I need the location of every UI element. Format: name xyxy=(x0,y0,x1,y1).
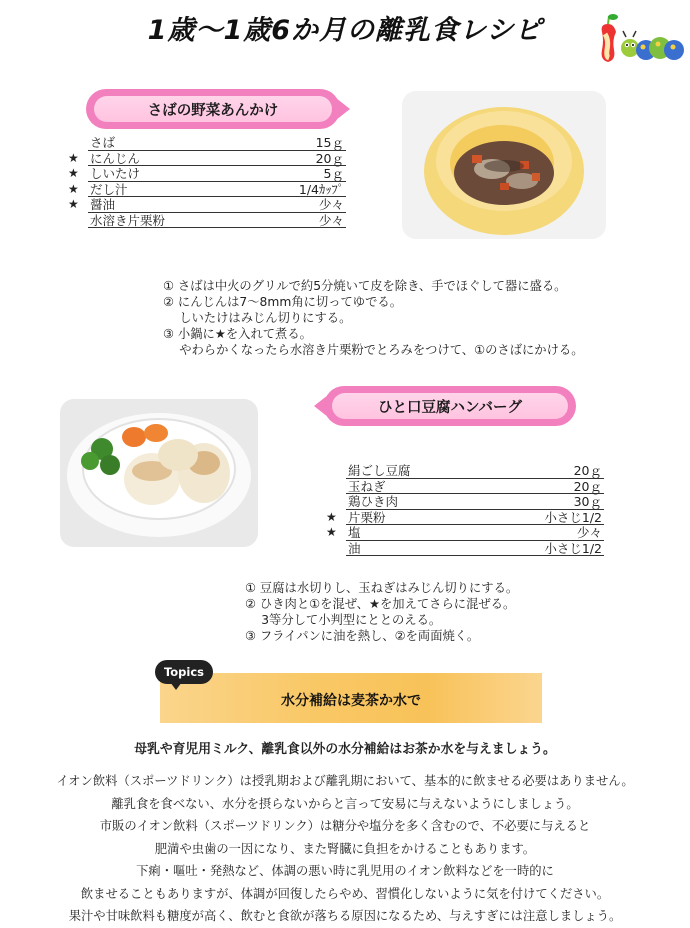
ingredient-row xyxy=(346,479,604,495)
recipe1-steps xyxy=(163,278,584,358)
tofu-hamburg-plate-photo xyxy=(60,399,258,547)
ingredient-amount: 小さじ1/2 xyxy=(544,509,602,525)
step-line: やわらかくなったら水溶き片栗粉でとろみをつけて、①のさばにかける。 xyxy=(163,343,584,357)
step-line: しいたけはみじん切りにする。 xyxy=(163,311,352,325)
ingredient-row xyxy=(88,213,346,229)
topics-badge: Topics xyxy=(155,660,213,684)
apple-and-caterpillar-icon xyxy=(598,10,686,68)
ingredient-amount: 20ｇ xyxy=(573,463,602,478)
star-marker: ★ xyxy=(326,509,337,524)
saba-ankake-dish-photo xyxy=(402,91,606,239)
ingredient-amount: 小さじ1/2 xyxy=(544,540,602,556)
topics-paragraph: 下痢・嘔吐・発熱など、体調の悪い時に乳児用のイオン飲料などを一時的に xyxy=(136,864,554,878)
topics-paragraph: 果汁や甘味飲料も糖度が高く、飲むと食欲が落ちる原因になるため、与えすぎには注意しましょう。 xyxy=(68,909,622,923)
ingredient-name: 玉ねぎ xyxy=(348,478,386,494)
ingredient-name: しいたけ xyxy=(90,166,141,181)
ingredient-row xyxy=(68,166,346,182)
ingredient-name: さば xyxy=(90,135,116,150)
ingredient-amount: 1/4ｶｯﾌﾟ xyxy=(298,181,344,197)
ingredient-amount: 少々 xyxy=(318,197,344,212)
topics-paragraph: 肥満や虫歯の一因になり、また腎臓に負担をかけることもあります。 xyxy=(154,841,536,856)
recipe1-title: さばの野菜あんかけ xyxy=(147,102,279,119)
topics-paragraph: 離乳食を食べない、水分を摂らないからと言って安易に与えないようにしましょう。 xyxy=(111,796,579,811)
recipe2-ingredient-list xyxy=(326,463,604,556)
recipe2-title-tag xyxy=(326,388,574,424)
recipe2-title: ひと口豆腐ハンバーグ xyxy=(378,399,522,416)
step-line: ① 豆腐は水切りし、玉ねぎはみじん切りにする。 xyxy=(245,581,519,595)
topics-lead: 母乳や育児用ミルク、離乳食以外の水分補給はお茶か水を与えましょう。 xyxy=(134,742,556,757)
ingredient-name: にんじん xyxy=(90,150,141,166)
star-marker: ★ xyxy=(68,150,79,165)
ingredient-name: だし汁 xyxy=(90,181,128,197)
ingredient-name: 水溶き片栗粉 xyxy=(90,212,166,228)
ingredient-row xyxy=(346,463,604,479)
ingredient-amount: 30ｇ xyxy=(573,494,602,509)
star-marker: ★ xyxy=(326,525,337,539)
recipe1-ingredient-list xyxy=(68,135,346,228)
star-marker: ★ xyxy=(68,197,79,211)
ingredient-name: 片栗粉 xyxy=(348,509,386,525)
step-line: ② にんじんは7～8mm角に切ってゆでる。 xyxy=(163,295,402,309)
ingredient-name: 鶏ひき肉 xyxy=(348,494,399,509)
step-line: ③ 小鍋に★を入れて煮る。 xyxy=(163,327,312,341)
topics-body xyxy=(0,770,690,928)
recipe1-title-tail xyxy=(336,98,350,120)
star-marker: ★ xyxy=(68,181,79,196)
topics-paragraph: 市販のイオン飲料（スポーツドリンク）は糖分や塩分を多く含むので、不必要に与えると xyxy=(99,819,591,833)
ingredient-row xyxy=(326,525,604,541)
step-line: ③ フライパンに油を熱し、②を両面焼く。 xyxy=(245,629,480,643)
step-line: ② ひき肉と①を混ぜ、★を加えてさらに混ぜる。 xyxy=(245,597,516,611)
ingredient-row xyxy=(88,135,346,151)
ingredient-amount: 少々 xyxy=(318,212,344,228)
topics-paragraph: イオン飲料（スポーツドリンク）は授乳期および離乳期において、基本的に飲ませる必要はありません。 xyxy=(56,774,634,788)
topics-paragraph: 飲ませることもありますが、体調が回復したらやめ、習慣化しないように気を付けてください。 xyxy=(80,886,610,901)
ingredient-row xyxy=(346,541,604,557)
ingredient-amount: 20ｇ xyxy=(573,478,602,494)
ingredient-row xyxy=(68,197,346,213)
step-line: ① さばは中火のグリルで約5分焼いて皮を除き、手でほぐして器に盛る。 xyxy=(163,279,567,293)
ingredient-name: 醤油 xyxy=(90,197,116,212)
star-marker: ★ xyxy=(68,166,79,180)
page-title: 1歳～1歳6か月の離乳食レシピ xyxy=(147,15,543,46)
ingredient-amount: 20ｇ xyxy=(315,150,344,166)
ingredient-row xyxy=(326,509,604,526)
ingredient-row xyxy=(346,494,604,510)
ingredient-amount: 5ｇ xyxy=(323,166,344,181)
topics-title: 水分補給は麦茶か水で xyxy=(281,693,421,709)
ingredient-name: 塩 xyxy=(348,525,361,540)
ingredient-name: 絹ごし豆腐 xyxy=(348,463,411,478)
ingredient-amount: 15ｇ xyxy=(315,135,344,150)
recipe2-steps xyxy=(245,580,518,644)
step-line: 3等分して小判型にととのえる。 xyxy=(245,613,442,627)
ingredient-row xyxy=(68,181,346,198)
ingredient-name: 油 xyxy=(348,540,361,556)
ingredient-amount: 少々 xyxy=(576,525,602,540)
recipe1-title-tag xyxy=(88,91,338,127)
topics-banner xyxy=(160,673,542,723)
ingredient-row xyxy=(68,150,346,167)
